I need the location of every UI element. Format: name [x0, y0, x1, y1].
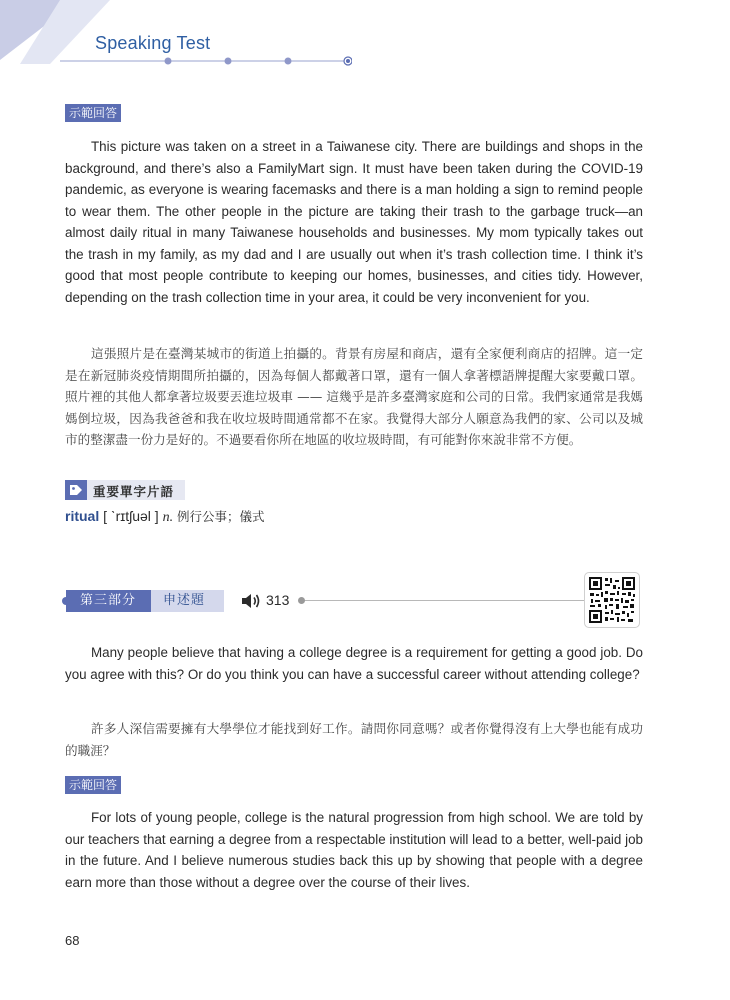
vocab-phonetic: [ ˋrɪtʃuəl ] [103, 508, 159, 524]
corner-decoration [0, 0, 120, 64]
question-english: Many people believe that having a college degree is a requirement for getting a good job. Do you agree with this? Or do you think you can have a successful career without attending college? [65, 645, 643, 682]
answer-chinese: 這張照片是在臺灣某城市的街道上拍攝的。背景有房屋和商店，還有全家便利商店的招牌。這一定是在新冠肺炎疫情期間所拍攝的，因為每個人都戴著口罩，還有一個人拿著標語牌提醒大家要戴口罩。照片裡的其他人都拿著垃圾要丟進垃圾車 —— 這幾乎是許多臺灣家庭和公司的日常。我們家通常是我媽媽倒垃圾，因為我爸爸和我在收垃圾時間通常都不在家。我覺得大部分人願意為我們的家、公司以及城市的整潔盡一份力是好的。不過要看你所在地區的收垃圾時間，有可能對你來說非常不方便。 [65, 346, 643, 447]
audio-rule [300, 600, 584, 601]
section-name-label: 申述題 [151, 590, 224, 612]
header-title: Speaking Test [95, 33, 211, 53]
audio-rule-dot [298, 597, 305, 604]
tag-icon [65, 480, 87, 500]
vocab-word: ritual [65, 508, 100, 524]
qr-code-pattern [588, 576, 636, 624]
section-bullet [62, 597, 70, 605]
vocab-pos: n. [162, 510, 174, 525]
speaker-icon[interactable] [240, 592, 262, 610]
vocab-meaning: 例行公事；儀式 [176, 509, 265, 524]
vocab-entry [65, 507, 264, 526]
question-chinese: 許多人深信需要擁有大學學位才能找到好工作。請問你同意嗎？或者你覺得沒有上大學也能有成功的職涯？ [65, 721, 643, 758]
answer-badge: 示範回答 [65, 104, 121, 122]
audio-track-number: 313 [266, 592, 290, 608]
answer-english: For lots of young people, college is the natural progression from high school. We are told by our teachers that earning a degree from a respectable institution will lead to a better, well-paid job in the future. And I believe numerous studies back this up by showing that people with a degree earn more than those without a degree over the course of their lives. [65, 810, 643, 890]
page-number: 68 [65, 933, 80, 948]
answer-english: This picture was taken on a street in a Taiwanese city. There are buildings and shops in the background, and there’s also a FamilyMart sign. It must have been taken during the COVID-19 pandemic, as everyone is wearing facemasks and there is a man holding a sign to remind people to wear them. The other people in the picture are taking their trash to the garbage truck—an almost daily ritual in many Taiwanese households and businesses. My mom typically takes out the trash in my family, as my dad and I are usually out when it’s trash collection time. I think it’s good that most people contribute to keeping our homes, businesses, and cities tidy. However, depending on the trash collection time in your area, it could be very inconvenient for you. [65, 139, 643, 305]
answer-badge: 示範回答 [65, 776, 121, 794]
section-part-label: 第三部分 [66, 590, 151, 612]
vocab-heading-label: 重要單字片語 [93, 484, 175, 499]
qr-code[interactable] [584, 572, 640, 628]
header-rule [60, 56, 352, 66]
vocab-heading [65, 480, 185, 500]
